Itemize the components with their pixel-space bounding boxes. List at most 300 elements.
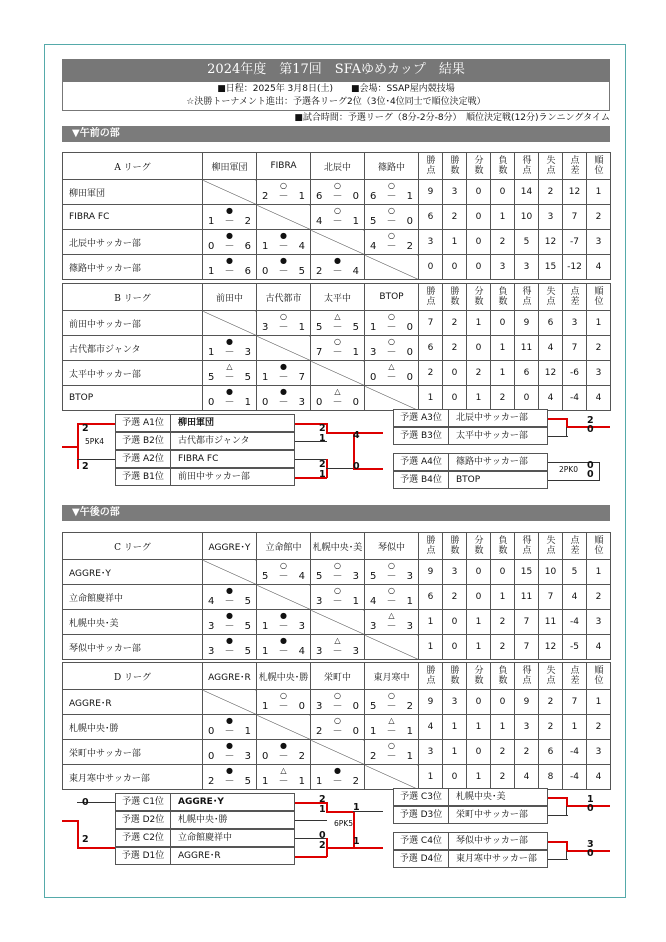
table-row	[63, 740, 611, 765]
match-result: ○ 5 － 0	[365, 205, 419, 230]
team-name: 栄町中サッカー部	[456, 810, 528, 820]
stat-value: 3	[491, 255, 515, 280]
self-cell	[257, 336, 311, 361]
match-result: ● 1 － 2	[203, 205, 257, 230]
score: 1	[319, 469, 326, 480]
goals-against: 3	[406, 621, 413, 632]
score: 2	[82, 834, 89, 845]
goals-for: 0	[208, 397, 215, 408]
goals-for: 3	[316, 596, 323, 607]
team-name: 前田中サッカー部	[178, 472, 250, 482]
result-symbol: ○	[388, 231, 395, 240]
stat-value: 1	[491, 715, 515, 740]
stat-value: 9	[515, 690, 539, 715]
stat-value: 3	[587, 230, 611, 255]
stat-value: 7	[563, 336, 587, 361]
match-result: ○ 4 － 1	[365, 585, 419, 610]
goals-for: 1	[208, 216, 215, 227]
stat-value: 4	[587, 765, 611, 790]
stat-value: 6	[539, 311, 563, 336]
match-result: ○ 3 － 0	[365, 336, 419, 361]
info-match-time: ■試合時間：予選リーグ（8分-2分-8分） 順位決定戦(12分)ランニングタイム	[294, 113, 610, 123]
result-symbol: △	[226, 362, 233, 371]
bracket-line	[566, 806, 567, 816]
match-result: ● 1 － 3	[257, 610, 311, 635]
self-cell	[365, 386, 419, 411]
stat-value: 2	[467, 361, 491, 386]
stat-value: 5	[515, 230, 539, 255]
goals-against: 5	[244, 646, 251, 657]
stat-value: 0	[467, 690, 491, 715]
bracket-line	[548, 797, 568, 799]
table-row	[63, 230, 611, 255]
score: 0	[587, 424, 594, 435]
goals-against: 5	[244, 621, 251, 632]
table-row	[63, 361, 611, 386]
stat-value: 2	[443, 585, 467, 610]
result-symbol: △	[388, 362, 395, 371]
bracket-line	[77, 459, 115, 460]
bracket-seed-3	[115, 829, 295, 847]
score: 0	[353, 461, 360, 472]
opponent-header: 柳田軍団	[203, 153, 257, 180]
stat-header: 順位	[587, 663, 611, 690]
stat-value: 1	[587, 560, 611, 585]
result-symbol: ●	[280, 387, 287, 396]
table-row	[63, 635, 611, 660]
score: 1	[353, 836, 360, 847]
stat-value: -4	[563, 740, 587, 765]
score: 1	[319, 804, 326, 815]
opponent-header: AGGRE･R	[203, 663, 257, 690]
stat-value: 3	[587, 361, 611, 386]
stat-value: 1	[443, 715, 467, 740]
seed-label: 予選 C4位	[394, 833, 449, 849]
table-row	[63, 560, 611, 585]
stat-header: 分数	[467, 663, 491, 690]
opponent-header: 栄町中	[311, 663, 365, 690]
result-symbol: △	[280, 766, 287, 775]
bracket-line	[295, 856, 327, 858]
team-name: BTOP	[63, 386, 203, 411]
goals-against: 3	[298, 621, 305, 632]
match-result: ● 1 － 3	[203, 336, 257, 361]
team-name: 柳田軍団	[178, 418, 215, 428]
stat-value: 0	[515, 386, 539, 411]
result-symbol: △	[334, 636, 341, 645]
goals-against: 2	[244, 216, 251, 227]
placement-seed-4	[393, 471, 548, 489]
score: 0	[587, 460, 594, 471]
goals-for: 4	[208, 596, 215, 607]
match-result: ● 3 － 5	[203, 610, 257, 635]
goals-against: 2	[298, 751, 305, 762]
stat-value: 12	[539, 635, 563, 660]
stat-value: 0	[491, 560, 515, 585]
match-result: ● 0 － 3	[203, 740, 257, 765]
result-symbol: ○	[388, 181, 395, 190]
stat-value: 10	[539, 560, 563, 585]
result-symbol: ●	[334, 256, 341, 265]
bracket-line	[326, 847, 354, 849]
stat-value: 15	[539, 255, 563, 280]
info-schedule: ■日程：2025年 3月8日(土) ■会場：SSAP屋内競技場	[217, 84, 455, 94]
stat-value: 1	[467, 635, 491, 660]
table-row	[63, 690, 611, 715]
goals-for: 1	[316, 776, 323, 787]
self-cell	[257, 205, 311, 230]
bracket-line	[326, 468, 354, 469]
stat-header: 得点	[515, 153, 539, 180]
stat-value: 0	[443, 610, 467, 635]
bracket-line	[548, 841, 568, 843]
result-symbol: ○	[388, 206, 395, 215]
result-symbol: △	[334, 312, 341, 321]
seed-label: 予選 C2位	[116, 830, 171, 846]
goals-for: 1	[262, 621, 269, 632]
goals-against: 1	[352, 596, 359, 607]
stat-value: 2	[491, 386, 515, 411]
stat-value: 2	[443, 311, 467, 336]
stat-value: 0	[467, 585, 491, 610]
stat-value: 0	[467, 255, 491, 280]
stat-value: 4	[539, 336, 563, 361]
goals-for: 1	[262, 646, 269, 657]
match-result: ● 1 － 4	[257, 635, 311, 660]
league-table-d	[62, 662, 611, 790]
stat-value: 2	[491, 230, 515, 255]
stat-value: 7	[563, 690, 587, 715]
goals-for: 4	[370, 596, 377, 607]
team-name: 北辰中サッカー部	[456, 413, 528, 423]
page-title: 2024年度 第17回 SFAゆめカップ 結果	[62, 59, 610, 81]
goals-against: 3	[352, 571, 359, 582]
team-name: 琴似中サッカー部	[456, 836, 528, 846]
stat-value: -4	[563, 386, 587, 411]
score: 1	[353, 802, 360, 813]
opponent-header: 琴似中	[365, 533, 419, 560]
stat-header: 勝数	[443, 663, 467, 690]
match-result: ○ 5 － 4	[257, 560, 311, 585]
stat-value: 1	[467, 386, 491, 411]
goals-against: 0	[352, 701, 359, 712]
result-symbol: ○	[388, 337, 395, 346]
team-name: 前田中サッカー部	[63, 311, 203, 336]
result-symbol: ○	[388, 312, 395, 321]
placement-seed-1	[393, 788, 548, 806]
result-symbol: ●	[280, 362, 287, 371]
goals-against: 5	[298, 266, 305, 277]
stat-value: 1	[587, 690, 611, 715]
team-name: 太平中サッカー部	[63, 361, 203, 386]
bracket-line	[353, 847, 383, 849]
result-symbol: ○	[388, 586, 395, 595]
self-cell	[257, 715, 311, 740]
goals-against: 1	[352, 347, 359, 358]
stat-value: 1	[419, 386, 443, 411]
bracket-line	[326, 432, 354, 434]
team-name: 立命館慶祥中	[63, 585, 203, 610]
goals-against: 5	[352, 322, 359, 333]
bracket-seed-2	[115, 811, 295, 829]
stat-header: 順位	[587, 533, 611, 560]
goals-for: 5	[370, 571, 377, 582]
goals-against: 6	[244, 266, 251, 277]
stat-value: 0	[467, 336, 491, 361]
seed-label: 予選 D2位	[116, 812, 171, 828]
goals-against: 1	[406, 191, 413, 202]
stat-header: 負数	[491, 153, 515, 180]
stat-header: 点差	[563, 284, 587, 311]
seed-label: 予選 D3位	[394, 807, 449, 823]
score: 2	[319, 459, 326, 470]
stat-value: 1	[491, 336, 515, 361]
result-symbol: ○	[334, 691, 341, 700]
goals-against: 0	[406, 322, 413, 333]
stat-value: 1	[467, 715, 491, 740]
bracket-line	[548, 815, 568, 816]
goals-against: 1	[406, 726, 413, 737]
goals-against: 0	[352, 191, 359, 202]
stat-value: 4	[539, 386, 563, 411]
stat-value: 1	[491, 205, 515, 230]
stat-value: 3	[587, 740, 611, 765]
goals-for: 4	[316, 216, 323, 227]
stat-value: 5	[563, 560, 587, 585]
result-symbol: ○	[280, 312, 287, 321]
match-result: ● 1 － 6	[203, 255, 257, 280]
table-row	[63, 180, 611, 205]
goals-for: 3	[208, 646, 215, 657]
match-result: ○ 5 － 2	[365, 690, 419, 715]
team-name: 琴似中サッカー部	[63, 635, 203, 660]
goals-for: 5	[370, 216, 377, 227]
stat-value: 0	[419, 255, 443, 280]
stat-value: 14	[515, 180, 539, 205]
goals-for: 1	[262, 776, 269, 787]
stat-value: 9	[419, 690, 443, 715]
seed-label: 予選 D4位	[394, 851, 449, 867]
match-result: ○ 5 － 3	[311, 560, 365, 585]
result-symbol: ○	[388, 561, 395, 570]
result-symbol: ●	[226, 741, 233, 750]
stat-value: 1	[563, 715, 587, 740]
table-row	[63, 205, 611, 230]
bracket-line	[548, 436, 568, 437]
match-result: ● 0 － 5	[257, 255, 311, 280]
score: 0	[587, 848, 594, 859]
stat-value: 15	[515, 560, 539, 585]
bracket-seed-4	[115, 847, 295, 865]
goals-for: 3	[316, 646, 323, 657]
stat-value: 12	[563, 180, 587, 205]
stat-header: 勝点	[419, 533, 443, 560]
result-symbol: ●	[226, 611, 233, 620]
match-result: ● 3 － 5	[203, 635, 257, 660]
stat-value: 2	[587, 715, 611, 740]
match-result: ○ 2 － 1	[365, 740, 419, 765]
goals-for: 2	[316, 726, 323, 737]
stat-header: 勝点	[419, 663, 443, 690]
goals-against: 0	[406, 347, 413, 358]
seed-label: 予選 C3位	[394, 789, 449, 805]
score: 0	[587, 803, 594, 814]
goals-against: 3	[406, 571, 413, 582]
pk-score: 2PK0	[559, 465, 578, 474]
table-row	[63, 585, 611, 610]
table-row	[63, 336, 611, 361]
stat-value: 6	[539, 740, 563, 765]
seed-label: 予選 B1位	[116, 469, 171, 485]
goals-against: 6	[244, 241, 251, 252]
goals-for: 6	[370, 191, 377, 202]
stat-value: 2	[587, 585, 611, 610]
match-result: ○ 5 － 3	[365, 560, 419, 585]
opponent-header: 古代都市	[257, 284, 311, 311]
stat-value: -6	[563, 361, 587, 386]
result-symbol: ○	[388, 741, 395, 750]
stat-value: 10	[515, 205, 539, 230]
placement-seed-3	[393, 832, 548, 850]
self-cell	[203, 690, 257, 715]
goals-against: 4	[298, 646, 305, 657]
goals-for: 0	[208, 751, 215, 762]
stat-value: 2	[443, 205, 467, 230]
bracket-line	[62, 820, 78, 822]
placement-seed-2	[393, 427, 548, 445]
goals-for: 2	[316, 266, 323, 277]
goals-against: 4	[298, 241, 305, 252]
league-name: D リーグ	[63, 663, 203, 690]
bracket-line	[77, 847, 115, 849]
self-cell	[311, 230, 365, 255]
result-symbol: ○	[280, 181, 287, 190]
result-symbol: ●	[280, 611, 287, 620]
match-result: ● 0 － 2	[257, 740, 311, 765]
goals-for: 0	[316, 397, 323, 408]
seed-label: 予選 B3位	[394, 428, 449, 444]
seed-label: 予選 A4位	[394, 454, 449, 470]
match-result: △ 3 － 3	[365, 610, 419, 635]
goals-against: 0	[406, 372, 413, 383]
goals-for: 5	[316, 571, 323, 582]
stat-value: 2	[443, 336, 467, 361]
bracket-line	[566, 851, 567, 860]
goals-for: 6	[316, 191, 323, 202]
goals-against: 4	[352, 266, 359, 277]
goals-against: 2	[406, 241, 413, 252]
bracket-seed-1	[115, 414, 295, 432]
section-morning: ▼午前の部	[62, 126, 610, 142]
result-symbol: ●	[226, 586, 233, 595]
goals-against: 1	[406, 596, 413, 607]
goals-for: 0	[262, 266, 269, 277]
bracket-line	[295, 820, 327, 821]
result-symbol: ○	[334, 206, 341, 215]
goals-for: 2	[262, 191, 269, 202]
seed-label: 予選 B4位	[394, 472, 449, 488]
result-symbol: △	[388, 716, 395, 725]
goals-for: 3	[316, 701, 323, 712]
stat-value: 3	[419, 740, 443, 765]
team-name: 篠路中サッカー部	[63, 255, 203, 280]
result-symbol: ●	[280, 231, 287, 240]
goals-for: 2	[370, 751, 377, 762]
goals-against: 0	[298, 701, 305, 712]
seed-label: 予選 A1位	[116, 415, 171, 431]
stat-value: 1	[587, 180, 611, 205]
stat-value: 0	[467, 230, 491, 255]
score: 2	[319, 423, 326, 434]
stat-value: 3	[419, 230, 443, 255]
league-name: C リーグ	[63, 533, 203, 560]
stat-value: 0	[467, 205, 491, 230]
stat-value: 9	[419, 560, 443, 585]
goals-for: 1	[262, 241, 269, 252]
goals-for: 0	[262, 751, 269, 762]
stat-value: 1	[419, 635, 443, 660]
stat-header: 点差	[563, 533, 587, 560]
self-cell	[311, 740, 365, 765]
bracket-line	[77, 820, 79, 848]
team-name: AGGRE･Y	[63, 560, 203, 585]
match-result: △ 0 － 0	[365, 361, 419, 386]
stat-value: 4	[587, 255, 611, 280]
opponent-header: 東月寒中	[365, 663, 419, 690]
result-symbol: ○	[280, 561, 287, 570]
bracket-line	[566, 427, 567, 437]
goals-for: 3	[208, 621, 215, 632]
stat-value: 11	[515, 585, 539, 610]
goals-for: 5	[316, 322, 323, 333]
self-cell	[203, 180, 257, 205]
team-name: 札幌中央･美	[63, 610, 203, 635]
stat-header: 負数	[491, 663, 515, 690]
stat-value: 1	[467, 765, 491, 790]
opponent-header: 札幌中央･勝	[257, 663, 311, 690]
bracket-line	[62, 446, 78, 448]
score: 2	[82, 461, 89, 472]
stat-value: 9	[419, 180, 443, 205]
stat-header: 失点	[539, 153, 563, 180]
bracket-line	[548, 418, 568, 420]
match-result: ● 1 － 4	[257, 230, 311, 255]
team-name: 札幌中央･勝	[178, 815, 228, 825]
result-symbol: ●	[334, 766, 341, 775]
result-symbol: ●	[280, 636, 287, 645]
match-result: ○ 1 － 0	[365, 311, 419, 336]
stat-header: 失点	[539, 663, 563, 690]
goals-against: 1	[352, 216, 359, 227]
goals-for: 0	[370, 372, 377, 383]
goals-against: 4	[298, 571, 305, 582]
stat-header: 順位	[587, 153, 611, 180]
score: 4	[353, 430, 360, 441]
stat-header: 負数	[491, 284, 515, 311]
stat-value: 0	[443, 386, 467, 411]
stat-value: 7	[539, 585, 563, 610]
team-name: 札幌中央･美	[456, 792, 506, 802]
stat-value: 1	[467, 610, 491, 635]
result-symbol: ○	[280, 691, 287, 700]
result-symbol: ●	[280, 741, 287, 750]
stat-value: 3	[587, 610, 611, 635]
seed-label: 予選 A3位	[394, 410, 449, 426]
match-result: ○ 4 － 2	[365, 230, 419, 255]
opponent-header: 立命館中	[257, 533, 311, 560]
stat-header: 失点	[539, 284, 563, 311]
stat-header: 勝点	[419, 284, 443, 311]
